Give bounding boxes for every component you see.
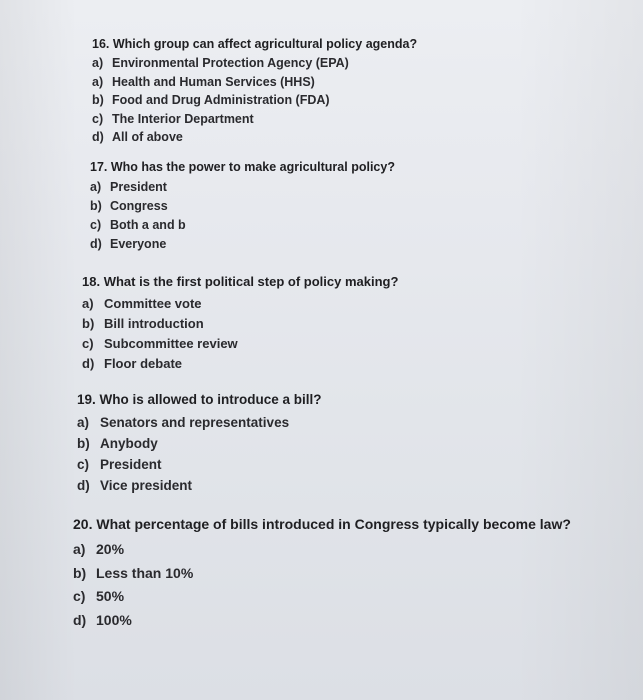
option-item xyxy=(92,110,417,129)
question-title xyxy=(82,270,398,294)
question-text: Who is allowed to introduce a bill? xyxy=(99,392,322,407)
question-18 xyxy=(82,270,398,374)
option-letter: b) xyxy=(82,316,95,331)
option-item xyxy=(90,197,395,216)
option-item xyxy=(82,334,398,354)
question-number: 20. xyxy=(73,516,93,532)
option-letter: d) xyxy=(77,478,90,493)
option-text: Vice president xyxy=(100,478,193,493)
option-letter: c) xyxy=(73,588,86,604)
question-text: What percentage of bills introduced in Congress typically become law? xyxy=(96,516,571,532)
option-text: President xyxy=(110,180,167,194)
question-16 xyxy=(92,34,417,147)
option-text: Senators and representatives xyxy=(100,415,290,430)
option-letter: d) xyxy=(82,356,95,371)
option-letter: d) xyxy=(73,611,87,628)
option-item xyxy=(90,216,395,235)
option-item xyxy=(77,454,322,475)
option-letter: a) xyxy=(82,296,94,311)
option-text: Anybody xyxy=(100,436,158,451)
question-19 xyxy=(77,388,322,496)
option-text: Less than 10% xyxy=(96,564,194,581)
question-17 xyxy=(90,156,395,254)
option-text: Committee vote xyxy=(104,296,202,311)
option-text: All of above xyxy=(112,130,183,144)
option-text: 100% xyxy=(96,611,132,628)
option-item xyxy=(82,354,398,374)
option-letter: b) xyxy=(90,199,102,213)
option-text: Bill introduction xyxy=(104,316,204,331)
option-text: President xyxy=(100,457,162,472)
option-letter: b) xyxy=(92,93,104,107)
option-item xyxy=(73,562,571,586)
question-title xyxy=(92,34,417,54)
question-number: 19. xyxy=(77,392,96,407)
option-item xyxy=(77,475,322,496)
question-20 xyxy=(73,510,571,632)
option-item xyxy=(92,91,417,110)
option-letter: a) xyxy=(73,541,86,557)
option-item xyxy=(82,314,398,334)
option-item xyxy=(82,294,398,314)
option-letter: d) xyxy=(90,237,102,251)
option-list xyxy=(77,412,322,496)
question-number: 16. xyxy=(92,37,110,51)
option-item xyxy=(77,433,322,454)
option-text: Floor debate xyxy=(104,356,183,371)
option-text: Both a and b xyxy=(110,218,186,232)
option-list xyxy=(90,178,395,254)
option-item xyxy=(92,73,417,92)
option-item xyxy=(77,412,322,433)
option-text: The Interior Department xyxy=(112,111,254,126)
question-title xyxy=(77,388,322,412)
option-list xyxy=(92,54,417,147)
option-text: Environmental Protection Agency (EPA) xyxy=(112,56,349,70)
option-text: Subcommittee review xyxy=(104,336,238,351)
option-letter: c) xyxy=(82,336,94,351)
option-list xyxy=(82,294,398,374)
question-title xyxy=(73,510,571,538)
option-letter: b) xyxy=(73,564,87,581)
option-item xyxy=(73,609,571,633)
question-number: 17. xyxy=(90,160,108,174)
option-item xyxy=(90,235,395,254)
option-text: 50% xyxy=(96,588,125,604)
option-letter: d) xyxy=(92,130,104,144)
option-letter: b) xyxy=(77,436,90,451)
option-letter: c) xyxy=(90,218,102,232)
option-text: Everyone xyxy=(110,237,167,251)
option-text: Food and Drug Administration (FDA) xyxy=(112,93,330,107)
option-item xyxy=(73,585,571,609)
question-text: Which group can affect agricultural policy agenda? xyxy=(112,37,418,51)
option-letter: c) xyxy=(77,457,90,472)
option-letter: a) xyxy=(77,415,90,430)
option-letter: a) xyxy=(90,180,102,194)
option-letter: a) xyxy=(92,74,104,89)
option-text: Congress xyxy=(110,199,168,213)
option-item xyxy=(73,538,571,562)
option-item xyxy=(92,54,417,73)
question-text: Who has the power to make agricultural policy? xyxy=(110,160,395,174)
option-text: 20% xyxy=(96,541,125,557)
option-letter: a) xyxy=(92,56,104,70)
option-letter: c) xyxy=(92,111,104,126)
option-item xyxy=(92,128,417,147)
option-list xyxy=(73,538,571,632)
question-text: What is the first political step of policy making? xyxy=(103,274,399,289)
question-title xyxy=(90,156,395,178)
option-text: Health and Human Services (HHS) xyxy=(112,74,315,89)
question-number: 18. xyxy=(82,274,101,289)
option-item xyxy=(90,178,395,197)
